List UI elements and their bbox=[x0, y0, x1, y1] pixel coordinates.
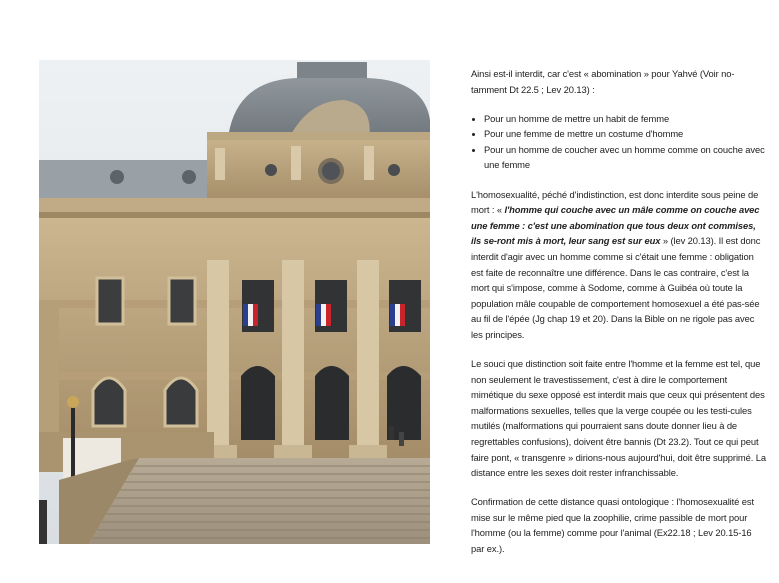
list-item: • Pour un homme de coucher avec un homme comme on couche avec une femme bbox=[484, 142, 767, 173]
leviticus-quote: l'homme qui couche avec un mâle comme on couche avec une femme : c'est une abomination que tous deux ont commises, ils se-ront mis à mort, leur sang est sur eux bbox=[471, 204, 760, 247]
paragraph-end: » (lev 20.13). Il est donc interdit d'agir avec un homme comme si c'était une femme : obligation est faite de reconnaître une différence. Dans le cas contraire, c'est la mort qui s'impose, comme à Sodome, comme à Guibéa où toute la population mâle coupable de comportement homosexuel a été pas-sée au fil de l'épée (Jg chap 19 et 20). Dans la Bible on ne rigole pas avec les principes. bbox=[471, 235, 761, 340]
article-text bbox=[471, 66, 767, 570]
intro-paragraph: Ainsi est-il interdit, car c'est « abomination » pour Yahvé (Voir no-tamment Dt 22.5 ; Lev 20.13) : bbox=[471, 68, 735, 95]
list-item: • Pour un homme de mettre un habit de femme bbox=[484, 111, 767, 127]
list-item: • Pour une femme de mettre un costume d'homme bbox=[484, 126, 767, 142]
zoophilia-paragraph: Confirmation de cette distance quasi ontologique : l'homosexualité est mise sur le même pied que la zoophilie, crime passible de mort pour l'homme (ou la femme) comme pour l'animal (Ex22.18 ; Lev 20.15-16 par ex.). bbox=[471, 496, 754, 555]
courthouse-photo bbox=[39, 60, 430, 544]
paragraph-start: L'homosexualité, péché d'indistinction, est donc interdite sous peine de mort : « bbox=[471, 188, 759, 216]
homosexuality-paragraph bbox=[471, 187, 767, 343]
distinction-paragraph: Le souci que distinction soit faite entre l'homme et la femme est tel, que non seulement le travestissement, c'est à dire le comportement mimétique du sexe opposé est interdit mais que ceux qui présentent des malformations sexuelles, telles que la verge coupée ou les testi-cules mutilés (malformations qui pourraient sans doute donner lieu à de regrettables confusions), doivent être bannis (Dt 23.2). Tout ce qui peut faire pont, « transgenre » dirions-nous aujourd'hui, doit être supprimé. La distance entre les sexes doit rester infranchissable. bbox=[471, 358, 766, 479]
prohibition-list bbox=[471, 111, 767, 173]
